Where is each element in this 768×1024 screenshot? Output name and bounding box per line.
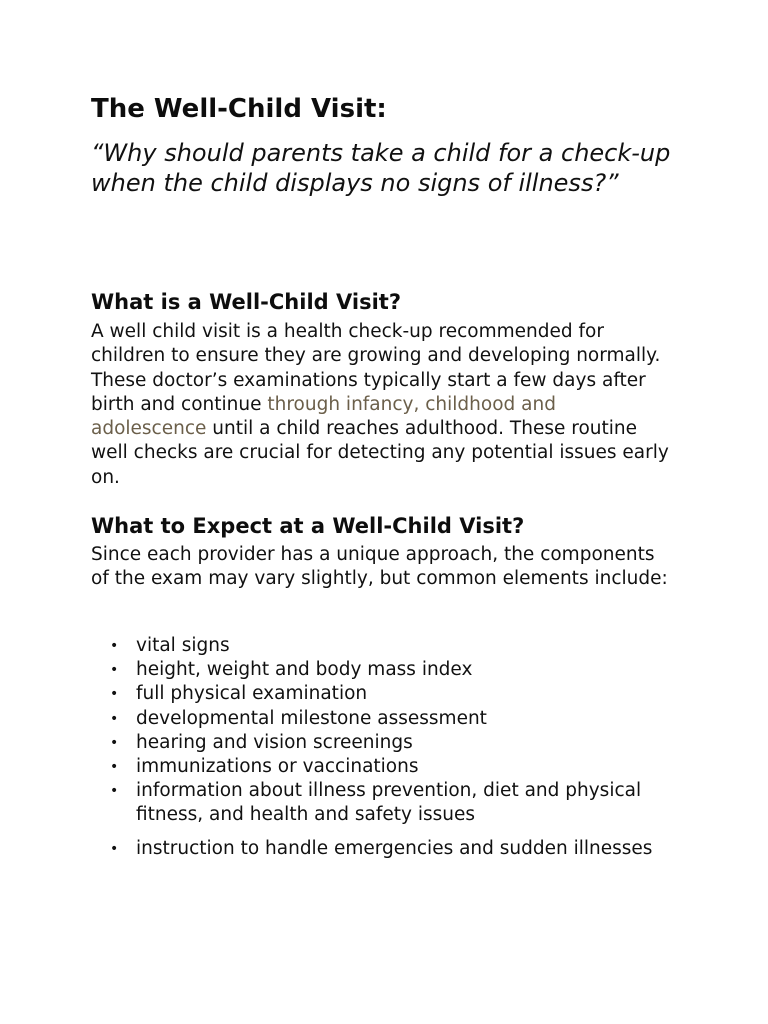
paragraph-text-after-link: until a child reaches adulthood. These routine well checks are crucial for detecting any potential issues early on. [91,418,669,488]
bullet-icon: • [110,638,119,654]
section-paragraph-what-is [91,320,676,490]
list-item-text: height, weight and body mass index [136,659,473,681]
bullet-icon: • [110,710,119,727]
bullet-icon: • [110,734,119,751]
list-item-text: hearing and vision screenings [136,731,413,753]
list-item-text: vital signs [136,635,230,656]
list-item [91,755,676,779]
list-item-text: full physical examination [136,683,368,705]
document-title: The Well-Child Visit: [91,94,387,124]
list-item [91,731,676,755]
list-item [91,682,676,706]
section-heading-what-to-expect: What to Expect at a Well-Child Visit? [91,514,525,538]
exam-elements-list [91,634,676,861]
bullet-icon: • [110,783,119,800]
bullet-icon: • [110,686,119,703]
list-item-text: information about illness prevention, diet and physical fitness, and health and safety issues [136,780,642,826]
document-subtitle-question: “Why should parents take a child for a check-up when the child displays no signs of illness?” [91,139,671,197]
infancy-childhood-adolescence-link[interactable]: through infancy, childhood and adolescence [91,393,556,440]
list-item-text: immunizations or vaccinations [136,756,419,778]
list-item [91,837,676,861]
list-item-text: instruction to handle emergencies and sudden illnesses [136,837,653,859]
paragraph-text-before-link: A well child visit is a health check-up recommended for children to ensure they are growing and developing normally. These doctor’s examinations typically start a few days after birth and continue [91,321,661,415]
section-heading-what-is: What is a Well-Child Visit? [91,290,401,314]
list-item [91,779,676,827]
bullet-icon: • [110,840,119,857]
bullet-icon: • [110,759,119,776]
list-item [91,707,676,731]
section-paragraph-what-to-expect: Since each provider has a unique approach, the components of the exam may vary slightly, but common elements include: [91,544,668,590]
bullet-icon: • [110,662,119,679]
list-item [91,634,676,658]
list-item-text: developmental milestone assessment [136,707,487,729]
list-item [91,658,676,682]
